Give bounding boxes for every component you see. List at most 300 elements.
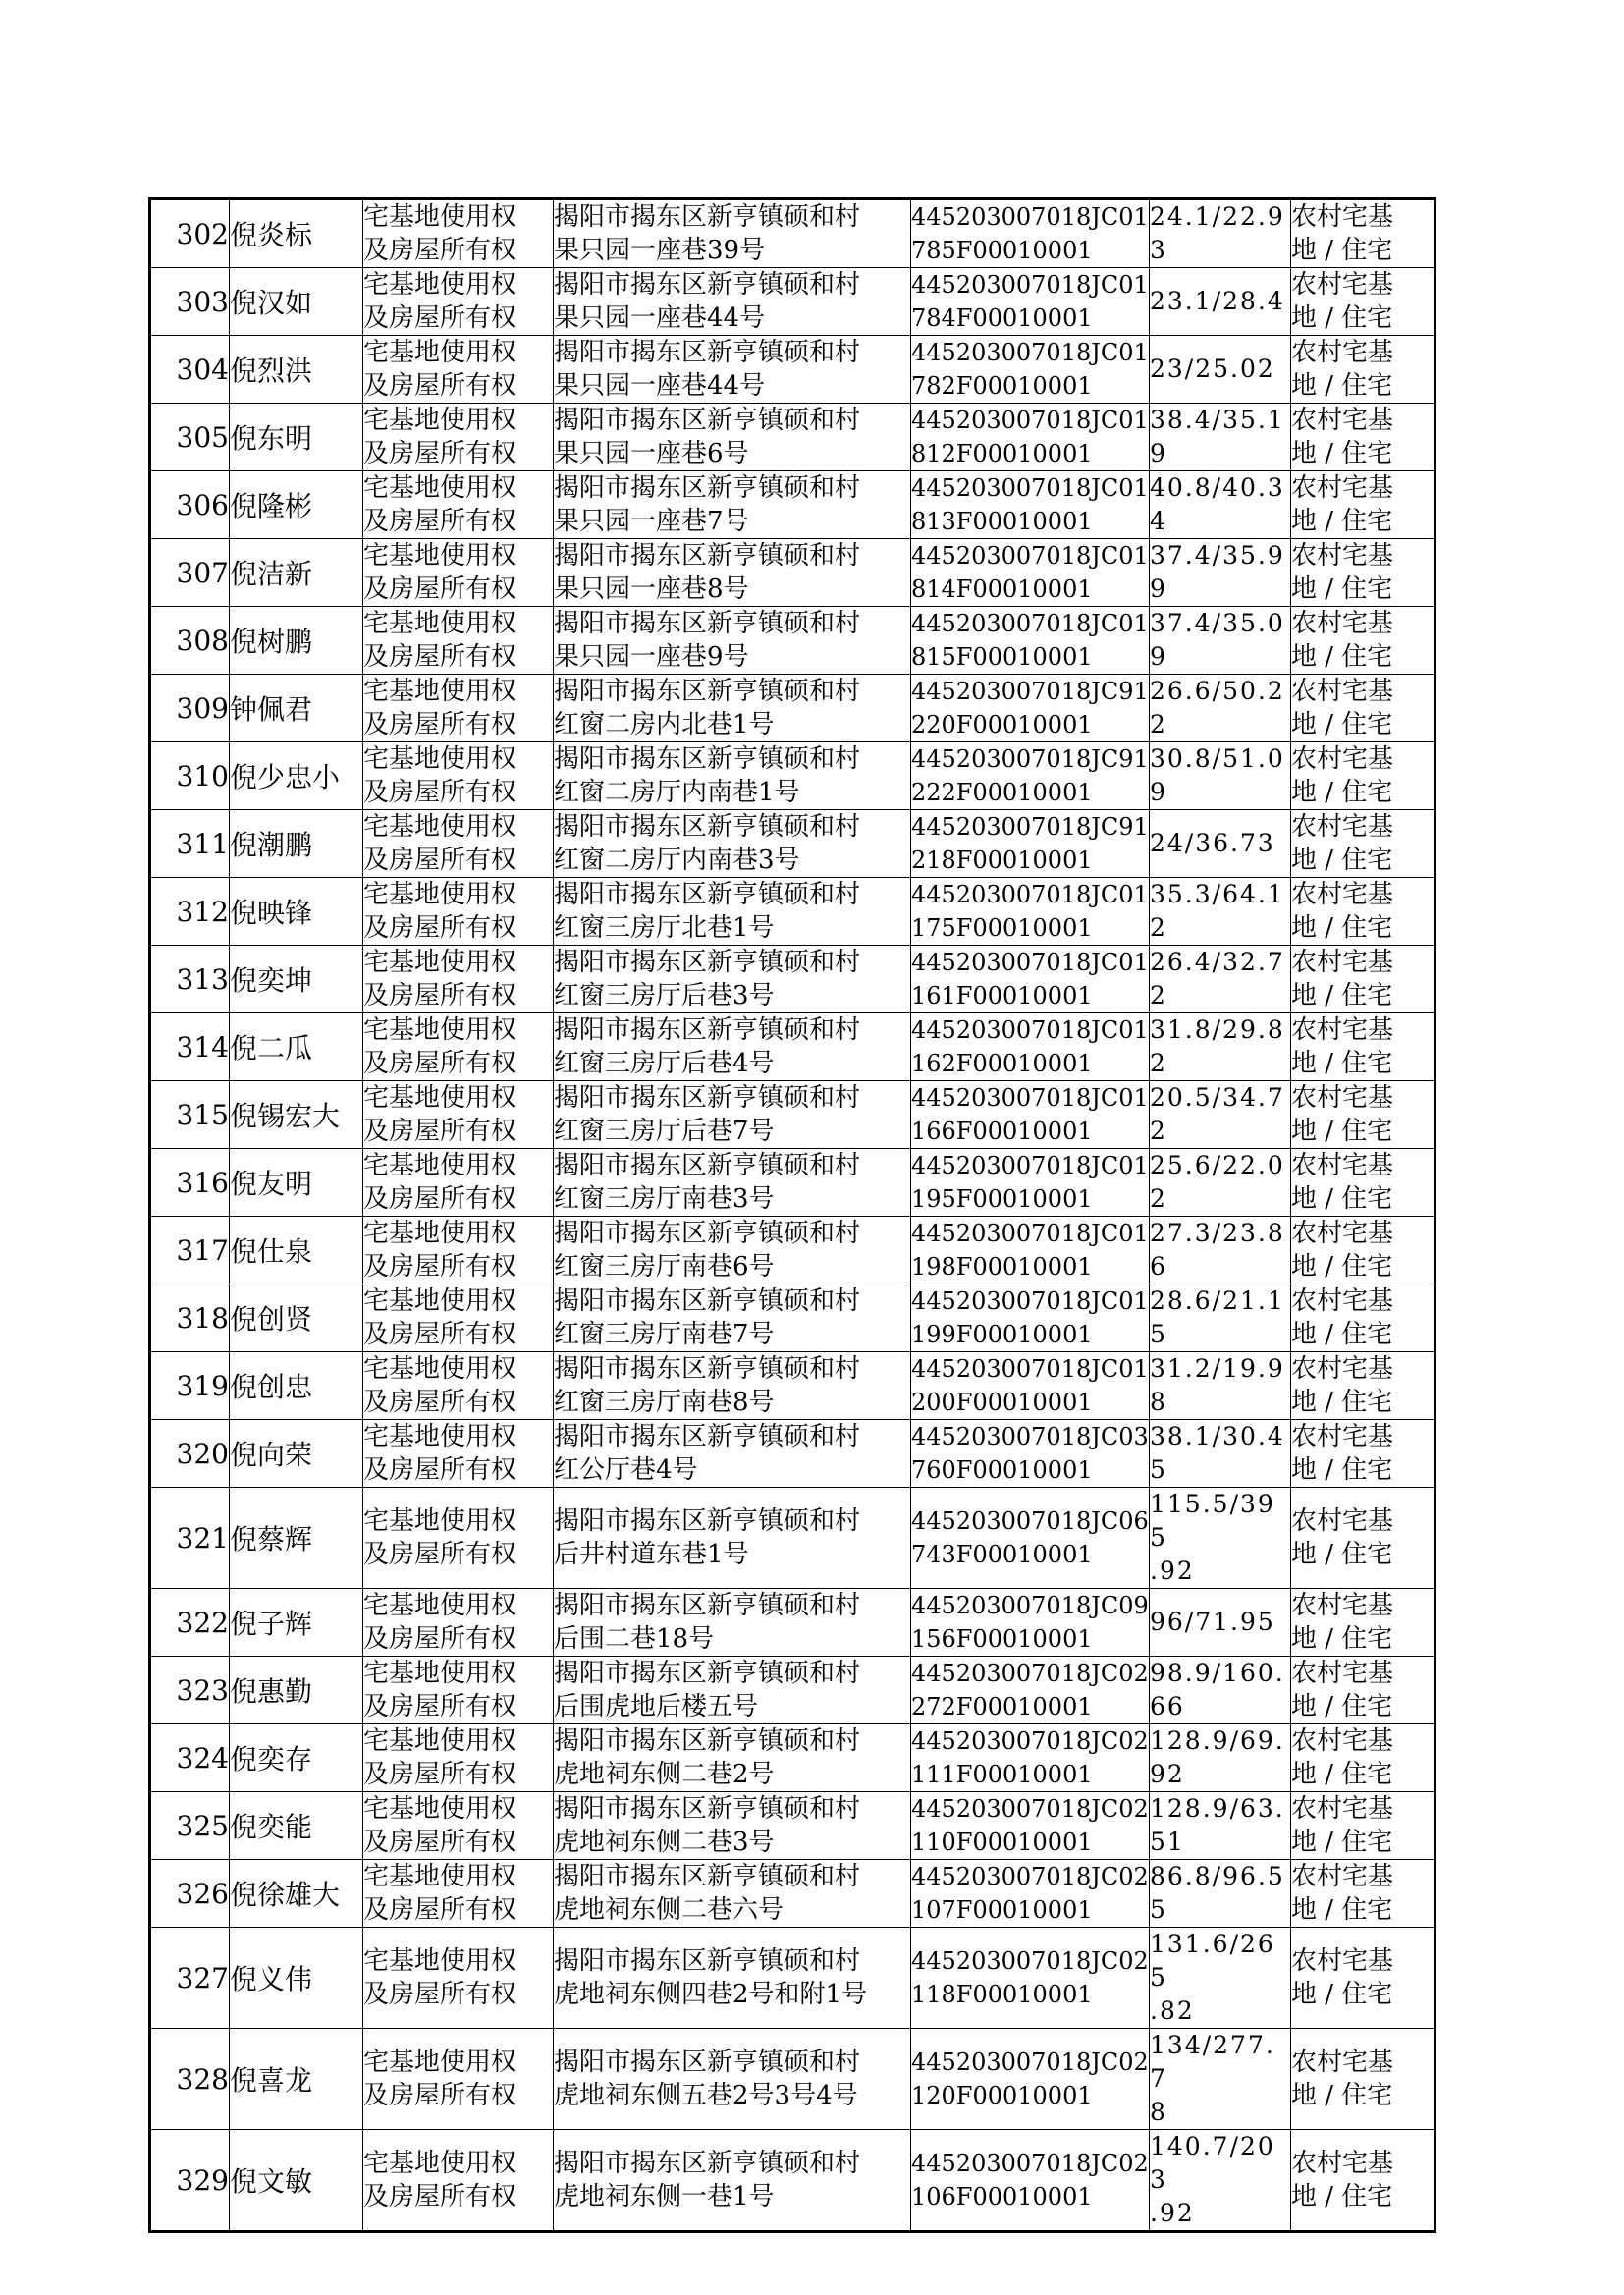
property-code-cell-line: 445203007018JC01 <box>911 610 1149 637</box>
area-cell-line: .92 <box>1150 2199 1195 2227</box>
address-cell-line: 揭阳市揭东区新亨镇硕和村 <box>554 1591 861 1620</box>
property-code-cell <box>911 1149 1150 1217</box>
property-code-cell-line: 445203007018JC01 <box>911 949 1149 976</box>
right-type-cell-line: 及房屋所有权 <box>363 1760 517 1789</box>
area-cell <box>1150 1284 1291 1352</box>
area-cell-line: 8 <box>1150 1388 1167 1416</box>
address-cell <box>554 336 911 404</box>
row-number-cell <box>150 1589 230 1657</box>
land-use-cell <box>1291 471 1435 539</box>
address-cell <box>554 878 911 946</box>
land-use-cell-line: 农村宅基 <box>1291 812 1394 842</box>
right-type-cell-line: 宅基地使用权 <box>363 406 517 435</box>
property-code-cell <box>911 742 1150 810</box>
owner-name-cell-text: 倪炎标 <box>230 219 313 251</box>
area-cell-line: 9 <box>1150 439 1167 467</box>
right-type-cell-line: 宅基地使用权 <box>363 948 517 977</box>
land-use-cell <box>1291 742 1435 810</box>
land-use-cell <box>1291 2029 1435 2130</box>
property-code-cell-line: 445203007018JC06 <box>911 1507 1149 1535</box>
land-use-cell-line: 地 / 住宅 <box>1291 1760 1393 1789</box>
address-cell-line: 揭阳市揭东区新亨镇硕和村 <box>554 1726 861 1756</box>
address-cell-line: 红窗三房厅南巷6号 <box>554 1252 775 1282</box>
address-cell-line: 虎地祠东侧五巷2号3号4号 <box>554 2081 858 2110</box>
address-cell <box>554 742 911 810</box>
row-number-cell-text: 318 <box>176 1301 229 1335</box>
table-row <box>150 1792 1435 1860</box>
property-code-cell-line: 445203007018JC02 <box>911 1863 1149 1890</box>
right-type-cell-line: 及房屋所有权 <box>363 507 517 536</box>
row-number-cell-text: 317 <box>176 1233 229 1267</box>
area-cell-line: 128.9/69. <box>1150 1726 1285 1755</box>
owner-name-cell-text: 倪创忠 <box>230 1371 313 1403</box>
right-type-cell <box>363 1928 554 2029</box>
row-number-cell-text: 313 <box>176 962 229 996</box>
area-cell-line: 92 <box>1150 1760 1185 1788</box>
area-cell-line: 25.6/22.0 <box>1150 1151 1285 1179</box>
land-use-cell-line: 农村宅基 <box>1291 473 1394 503</box>
table-row <box>150 1589 1435 1657</box>
owner-name-cell-text: 倪义伟 <box>230 1963 313 1995</box>
row-number-cell-text: 316 <box>176 1166 229 1199</box>
owner-name-cell <box>230 1284 363 1352</box>
area-cell-line: 27.3/23.8 <box>1150 1219 1285 1247</box>
table-row <box>150 1149 1435 1217</box>
property-code-cell-line: 111F00010001 <box>911 1761 1093 1788</box>
property-code-cell <box>911 199 1150 268</box>
property-code-cell-line: 195F00010001 <box>911 1185 1093 1213</box>
area-cell-line: 24/36.73 <box>1150 829 1275 857</box>
area-cell-line: 26.4/32.7 <box>1150 948 1285 976</box>
land-use-cell <box>1291 1217 1435 1284</box>
table-row <box>150 539 1435 607</box>
address-cell-line: 揭阳市揭东区新亨镇硕和村 <box>554 1794 861 1824</box>
table-row <box>150 2029 1435 2130</box>
area-cell <box>1150 810 1291 878</box>
property-code-cell-line: 445203007018JC01 <box>911 407 1149 434</box>
address-cell <box>554 199 911 268</box>
area-cell-line: 26.6/50.2 <box>1150 677 1285 705</box>
address-cell-line: 红公厅巷4号 <box>554 1455 698 1485</box>
land-use-cell-line: 地 / 住宅 <box>1291 1455 1393 1485</box>
row-number-cell-text: 326 <box>176 1877 229 1910</box>
land-use-cell-line: 农村宅基 <box>1291 1015 1394 1045</box>
owner-name-cell-text: 倪奕能 <box>230 1811 313 1843</box>
property-code-cell-line: 445203007018JC01 <box>911 542 1149 570</box>
right-type-cell <box>363 878 554 946</box>
property-code-cell <box>911 336 1150 404</box>
owner-name-cell-text: 倪蔡辉 <box>230 1523 313 1556</box>
area-cell <box>1150 607 1291 675</box>
property-code-cell <box>911 1081 1150 1149</box>
property-code-cell-line: 813F00010001 <box>911 508 1093 535</box>
owner-name-cell-text: 钟佩君 <box>230 693 313 726</box>
land-use-cell-line: 地 / 住宅 <box>1291 1828 1393 1857</box>
area-cell-line: 9 <box>1150 642 1167 671</box>
property-code-cell-line: 445203007018JC91 <box>911 678 1149 705</box>
right-type-cell <box>363 607 554 675</box>
row-number-cell <box>150 1149 230 1217</box>
table-row <box>150 2130 1435 2232</box>
row-number-cell-text: 322 <box>176 1606 229 1639</box>
property-code-cell-line: 812F00010001 <box>911 440 1093 467</box>
row-number-cell-text: 306 <box>176 488 229 521</box>
right-type-cell-line: 宅基地使用权 <box>363 1726 517 1756</box>
address-cell-line: 后围虎地后楼五号 <box>554 1692 759 1721</box>
property-code-cell-line: 166F00010001 <box>911 1118 1093 1145</box>
address-cell <box>554 1352 911 1420</box>
area-cell-line: 98.9/160. <box>1150 1659 1285 1687</box>
land-use-cell-line: 地 / 住宅 <box>1291 1692 1393 1721</box>
area-cell <box>1150 1928 1291 2029</box>
land-use-cell-line: 地 / 住宅 <box>1291 303 1393 333</box>
property-code-cell-line: 445203007018JC09 <box>911 1592 1149 1619</box>
address-cell-line: 揭阳市揭东区新亨镇硕和村 <box>554 1659 861 1688</box>
table-row <box>150 1420 1435 1488</box>
area-cell-line: 6 <box>1150 1252 1167 1281</box>
land-use-cell-line: 农村宅基 <box>1291 2149 1394 2178</box>
land-use-cell-line: 地 / 住宅 <box>1291 846 1393 875</box>
row-number-cell-text: 325 <box>176 1809 229 1842</box>
area-cell-line: 35.3/64.1 <box>1150 880 1285 908</box>
property-code-cell <box>911 946 1150 1013</box>
property-code-cell-line: 198F00010001 <box>911 1253 1093 1281</box>
row-number-cell-text: 328 <box>176 2062 229 2096</box>
right-type-cell-line: 及房屋所有权 <box>363 1540 517 1569</box>
property-code-cell-line: 445203007018JC02 <box>911 1795 1149 1823</box>
area-cell-line: 51 <box>1150 1828 1185 1856</box>
right-type-cell <box>363 1860 554 1928</box>
address-cell-line: 虎地祠东侧四巷2号和附1号 <box>554 1980 868 2009</box>
area-cell-line: 5 <box>1150 1455 1167 1484</box>
land-use-cell-line: 农村宅基 <box>1291 1506 1394 1536</box>
owner-name-cell-text: 倪向荣 <box>230 1439 313 1471</box>
address-cell-line: 揭阳市揭东区新亨镇硕和村 <box>554 2149 861 2178</box>
owner-name-cell <box>230 268 363 336</box>
address-cell-line: 揭阳市揭东区新亨镇硕和村 <box>554 1219 861 1248</box>
right-type-cell <box>363 404 554 471</box>
property-code-cell-line: 445203007018JC02 <box>911 2049 1149 2076</box>
address-cell <box>554 607 911 675</box>
area-cell-line: 4 <box>1150 507 1167 535</box>
owner-name-cell-text: 倪子辉 <box>230 1608 313 1640</box>
right-type-cell <box>363 675 554 742</box>
property-code-cell-line: 782F00010001 <box>911 372 1093 400</box>
address-cell-line: 果只园一座巷39号 <box>554 236 766 265</box>
address-cell <box>554 1657 911 1724</box>
address-cell <box>554 268 911 336</box>
right-type-cell <box>363 810 554 878</box>
right-type-cell-line: 及房屋所有权 <box>363 1117 517 1146</box>
property-code-cell-line: 118F00010001 <box>911 1981 1093 2008</box>
property-code-cell-line: 445203007018JC01 <box>911 474 1149 502</box>
address-cell-line: 揭阳市揭东区新亨镇硕和村 <box>554 338 861 367</box>
address-cell-line: 揭阳市揭东区新亨镇硕和村 <box>554 812 861 842</box>
area-cell <box>1150 268 1291 336</box>
address-cell-line: 揭阳市揭东区新亨镇硕和村 <box>554 1422 861 1451</box>
property-code-cell <box>911 1284 1150 1352</box>
area-cell-line: 31.2/19.9 <box>1150 1354 1285 1383</box>
land-use-cell <box>1291 1352 1435 1420</box>
right-type-cell-line: 宅基地使用权 <box>363 1862 517 1891</box>
right-type-cell-line: 及房屋所有权 <box>363 574 517 604</box>
owner-name-cell <box>230 607 363 675</box>
address-cell <box>554 404 911 471</box>
row-number-cell-text: 309 <box>176 691 229 725</box>
owner-name-cell-text: 倪徐雄大 <box>230 1879 341 1911</box>
land-use-cell-line: 农村宅基 <box>1291 1083 1394 1113</box>
area-cell-line: 140.7/203 <box>1150 2132 1275 2194</box>
right-type-cell-line: 及房屋所有权 <box>363 1252 517 1282</box>
right-type-cell-line: 及房屋所有权 <box>363 236 517 265</box>
row-number-cell <box>150 1217 230 1284</box>
land-use-cell <box>1291 1792 1435 1860</box>
area-cell-line: 2 <box>1150 1049 1167 1077</box>
land-use-cell-line: 地 / 住宅 <box>1291 1624 1393 1654</box>
row-number-cell-text: 327 <box>176 1961 229 1994</box>
right-type-cell-line: 及房屋所有权 <box>363 1692 517 1721</box>
property-code-cell-line: 222F00010001 <box>911 779 1093 806</box>
property-code-cell-line: 175F00010001 <box>911 914 1093 942</box>
property-code-cell <box>911 878 1150 946</box>
area-cell-line: 2 <box>1150 913 1167 942</box>
right-type-cell-line: 宅基地使用权 <box>363 1659 517 1688</box>
right-type-cell-line: 宅基地使用权 <box>363 473 517 503</box>
right-type-cell <box>363 742 554 810</box>
row-number-cell <box>150 1928 230 2029</box>
property-code-cell <box>911 2029 1150 2130</box>
table-row <box>150 742 1435 810</box>
land-use-cell <box>1291 810 1435 878</box>
row-number-cell-text: 329 <box>176 2163 229 2197</box>
address-cell-line: 果只园一座巷8号 <box>554 574 749 604</box>
land-use-cell <box>1291 1149 1435 1217</box>
land-use-cell <box>1291 1657 1435 1724</box>
right-type-cell-line: 宅基地使用权 <box>363 1286 517 1316</box>
row-number-cell <box>150 1860 230 1928</box>
property-code-cell-line: 445203007018JC91 <box>911 745 1149 773</box>
table-row <box>150 607 1435 675</box>
property-code-cell-line: 107F00010001 <box>911 1896 1093 1924</box>
right-type-cell <box>363 199 554 268</box>
owner-name-cell-text: 倪惠勤 <box>230 1675 313 1708</box>
right-type-cell-line: 及房屋所有权 <box>363 2182 517 2212</box>
address-cell-line: 揭阳市揭东区新亨镇硕和村 <box>554 1151 861 1180</box>
address-cell <box>554 1792 911 1860</box>
row-number-cell-text: 303 <box>176 285 229 318</box>
area-cell <box>1150 1488 1291 1589</box>
property-code-cell-line: 445203007018JC01 <box>911 1152 1149 1179</box>
land-use-cell-line: 农村宅基 <box>1291 1862 1394 1891</box>
address-cell-line: 揭阳市揭东区新亨镇硕和村 <box>554 744 861 774</box>
registry-table-body <box>150 199 1435 2232</box>
area-cell <box>1150 539 1291 607</box>
owner-name-cell-text: 倪树鹏 <box>230 626 313 658</box>
property-code-cell-line: 445203007018JC01 <box>911 1220 1149 1247</box>
table-row <box>150 404 1435 471</box>
land-use-cell <box>1291 268 1435 336</box>
right-type-cell <box>363 2130 554 2232</box>
right-type-cell-line: 宅基地使用权 <box>363 202 517 232</box>
property-code-cell-line: 814F00010001 <box>911 575 1093 603</box>
address-cell-line: 红窗三房厅南巷8号 <box>554 1388 775 1417</box>
owner-name-cell-text: 倪创贤 <box>230 1303 313 1336</box>
address-cell-line: 红窗二房内北巷1号 <box>554 710 775 739</box>
property-code-cell-line: 445203007018JC01 <box>911 881 1149 908</box>
row-number-cell <box>150 1488 230 1589</box>
area-cell <box>1150 2029 1291 2130</box>
address-cell-line: 揭阳市揭东区新亨镇硕和村 <box>554 609 861 638</box>
area-cell-line: 8 <box>1150 2098 1167 2126</box>
area-cell <box>1150 2130 1291 2232</box>
owner-name-cell-text: 倪汉如 <box>230 287 313 319</box>
row-number-cell <box>150 199 230 268</box>
right-type-cell <box>363 1589 554 1657</box>
address-cell-line: 红窗二房厅内南巷3号 <box>554 846 800 875</box>
right-type-cell <box>363 1284 554 1352</box>
area-cell <box>1150 471 1291 539</box>
address-cell-line: 红窗三房厅后巷4号 <box>554 1049 775 1078</box>
right-type-cell-line: 宅基地使用权 <box>363 744 517 774</box>
table-row <box>150 199 1435 268</box>
row-number-cell <box>150 1724 230 1792</box>
right-type-cell <box>363 336 554 404</box>
area-cell-line: 96/71.95 <box>1150 1608 1275 1636</box>
area-cell <box>1150 1792 1291 1860</box>
right-type-cell-line: 宅基地使用权 <box>363 609 517 638</box>
area-cell-line: 115.5/395 <box>1150 1490 1275 1552</box>
property-code-cell-line: 218F00010001 <box>911 847 1093 874</box>
right-type-cell-line: 及房屋所有权 <box>363 439 517 468</box>
land-use-cell-line: 农村宅基 <box>1291 202 1394 232</box>
address-cell-line: 揭阳市揭东区新亨镇硕和村 <box>554 406 861 435</box>
owner-name-cell <box>230 2130 363 2232</box>
right-type-cell <box>363 1352 554 1420</box>
address-cell-line: 虎地祠东侧一巷1号 <box>554 2182 775 2212</box>
address-cell-line: 虎地祠东侧二巷2号 <box>554 1760 775 1789</box>
owner-name-cell-text: 倪仕泉 <box>230 1235 313 1268</box>
table-row <box>150 1488 1435 1589</box>
property-code-cell <box>911 2130 1150 2232</box>
land-use-cell-line: 农村宅基 <box>1291 2048 1394 2077</box>
land-use-cell <box>1291 336 1435 404</box>
property-code-cell-line: 445203007018JC01 <box>911 271 1149 299</box>
area-cell <box>1150 1013 1291 1081</box>
land-use-cell-line: 地 / 住宅 <box>1291 1117 1393 1146</box>
right-type-cell-line: 及房屋所有权 <box>363 1049 517 1078</box>
row-number-cell-text: 315 <box>176 1098 229 1131</box>
land-use-cell-line: 农村宅基 <box>1291 1946 1394 1976</box>
address-cell <box>554 675 911 742</box>
land-use-cell <box>1291 1488 1435 1589</box>
owner-name-cell <box>230 199 363 268</box>
property-code-cell-line: 445203007018JC01 <box>911 1355 1149 1383</box>
address-cell-line: 红窗三房厅南巷3号 <box>554 1184 775 1214</box>
right-type-cell <box>363 1149 554 1217</box>
area-cell-line: 37.4/35.0 <box>1150 609 1285 637</box>
address-cell-line: 揭阳市揭东区新亨镇硕和村 <box>554 948 861 977</box>
table-row <box>150 1352 1435 1420</box>
owner-name-cell-text: 倪少忠小 <box>230 761 341 793</box>
area-cell-line: 5 <box>1150 1320 1167 1348</box>
property-code-cell-line: 445203007018JC01 <box>911 203 1149 231</box>
land-use-cell-line: 农村宅基 <box>1291 1286 1394 1316</box>
registry-table <box>148 197 1436 2233</box>
address-cell-line: 果只园一座巷9号 <box>554 642 749 672</box>
right-type-cell <box>363 1013 554 1081</box>
address-cell-line: 红窗三房厅后巷7号 <box>554 1117 775 1146</box>
address-cell <box>554 1589 911 1657</box>
table-row <box>150 1284 1435 1352</box>
right-type-cell <box>363 1792 554 1860</box>
land-use-cell-line: 农村宅基 <box>1291 541 1394 571</box>
area-cell-line: 3 <box>1150 236 1167 264</box>
table-row <box>150 675 1435 742</box>
right-type-cell-line: 及房屋所有权 <box>363 371 517 401</box>
land-use-cell-line: 地 / 住宅 <box>1291 710 1393 739</box>
land-use-cell <box>1291 539 1435 607</box>
address-cell-line: 果只园一座巷44号 <box>554 371 766 401</box>
row-number-cell <box>150 1013 230 1081</box>
row-number-cell <box>150 1657 230 1724</box>
property-code-cell-line: 156F00010001 <box>911 1625 1093 1653</box>
area-cell <box>1150 1352 1291 1420</box>
land-use-cell-line: 地 / 住宅 <box>1291 1895 1393 1925</box>
land-use-cell-line: 农村宅基 <box>1291 406 1394 435</box>
right-type-cell-line: 宅基地使用权 <box>363 1591 517 1620</box>
owner-name-cell <box>230 878 363 946</box>
right-type-cell-line: 宅基地使用权 <box>363 880 517 909</box>
land-use-cell <box>1291 199 1435 268</box>
property-code-cell <box>911 1928 1150 2029</box>
land-use-cell-line: 农村宅基 <box>1291 1151 1394 1180</box>
land-use-cell-line: 地 / 住宅 <box>1291 642 1393 672</box>
row-number-cell <box>150 675 230 742</box>
row-number-cell <box>150 539 230 607</box>
address-cell <box>554 1860 911 1928</box>
right-type-cell <box>363 1657 554 1724</box>
owner-name-cell <box>230 1420 363 1488</box>
address-cell <box>554 1013 911 1081</box>
owner-name-cell <box>230 1488 363 1589</box>
area-cell-line: 28.6/21.1 <box>1150 1286 1285 1315</box>
address-cell-line: 揭阳市揭东区新亨镇硕和村 <box>554 1354 861 1384</box>
right-type-cell-line: 宅基地使用权 <box>363 1151 517 1180</box>
address-cell-line: 果只园一座巷44号 <box>554 303 766 333</box>
property-code-cell <box>911 1860 1150 1928</box>
address-cell-line: 虎地祠东侧二巷六号 <box>554 1895 785 1925</box>
address-cell <box>554 1217 911 1284</box>
owner-name-cell <box>230 946 363 1013</box>
area-cell <box>1150 675 1291 742</box>
right-type-cell-line: 宅基地使用权 <box>363 338 517 367</box>
land-use-cell-line: 地 / 住宅 <box>1291 1252 1393 1282</box>
address-cell <box>554 2029 911 2130</box>
right-type-cell-line: 宅基地使用权 <box>363 812 517 842</box>
area-cell <box>1150 336 1291 404</box>
row-number-cell <box>150 1352 230 1420</box>
address-cell-line: 揭阳市揭东区新亨镇硕和村 <box>554 1946 861 1976</box>
land-use-cell-line: 地 / 住宅 <box>1291 507 1393 536</box>
land-use-cell <box>1291 1013 1435 1081</box>
address-cell <box>554 539 911 607</box>
owner-name-cell <box>230 675 363 742</box>
row-number-cell <box>150 268 230 336</box>
row-number-cell-text: 302 <box>176 217 229 250</box>
land-use-cell-line: 农村宅基 <box>1291 1794 1394 1824</box>
land-use-cell-line: 地 / 住宅 <box>1291 981 1393 1011</box>
property-code-cell-line: 445203007018JC02 <box>911 1947 1149 1975</box>
